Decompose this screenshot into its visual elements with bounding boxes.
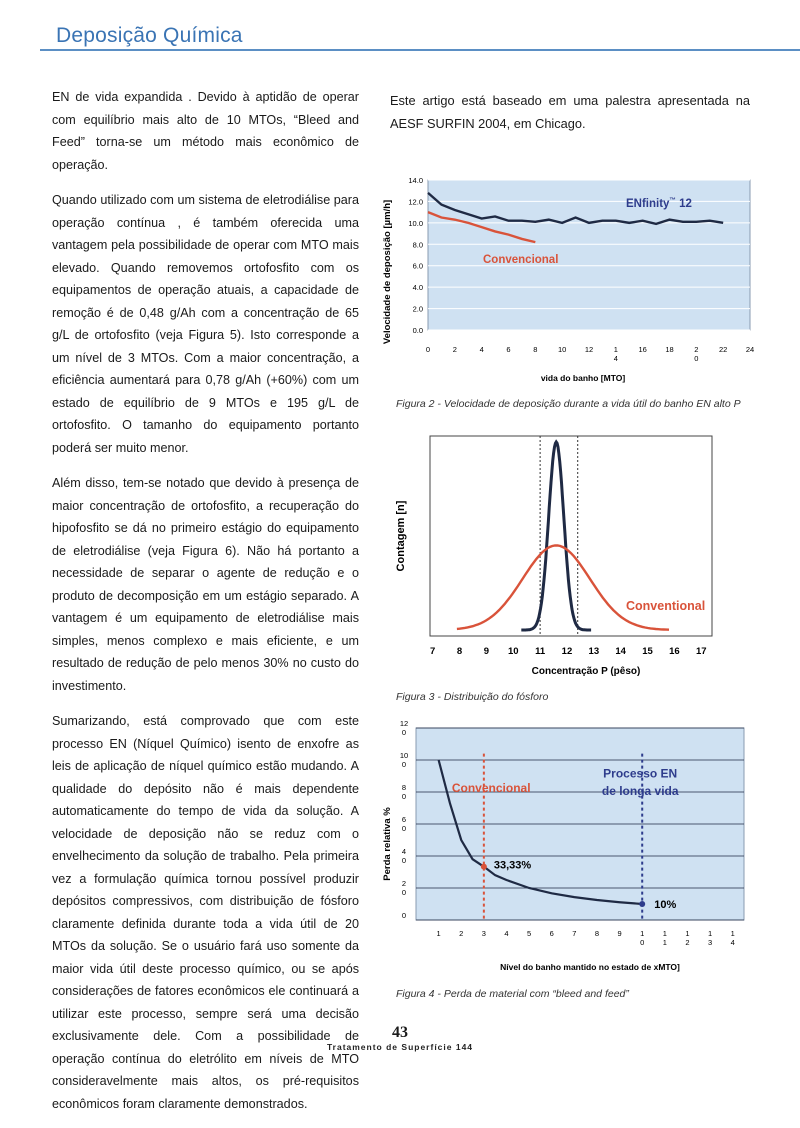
fig4-xtick-label: 3	[481, 929, 486, 938]
figure-3-chart	[378, 428, 738, 686]
figure-4-caption: Figura 4 - Perda de material com “bleed and feed”	[396, 988, 629, 1000]
figure-3-caption: Figura 3 - Distribuição do fósforo	[396, 691, 549, 703]
fig3-xtick-label: 17	[695, 646, 707, 657]
fig4-xtick-label: 4	[504, 929, 509, 938]
fig3-xtick-label: 10	[507, 646, 519, 657]
page-number: 43	[392, 1024, 408, 1041]
fig4-label-processo-en: Processo EN	[603, 766, 678, 781]
fig4-ytick-label: 12 0	[399, 719, 409, 737]
fig2-xtick-label: 2 0	[694, 345, 699, 363]
fig3-xlabel: Concentração P (pêso)	[531, 666, 641, 677]
fig3-legend-conventional: Conventional	[626, 599, 706, 613]
fig4-xtick-label: 1 4	[730, 929, 735, 947]
right-intro: Este artigo está baseado em uma palestra apresentada na AESF SURFIN 2004, em Chicago.	[390, 93, 750, 131]
fig2-ytick-label: 4.0	[412, 283, 423, 293]
fig3-xtick-label: 12	[561, 646, 573, 657]
paragraph-3: Além disso, tem-se notado que devido à presença de maior concentração de ortofosfito, a recuperação do hipofosfito se dá no primeiro estágio do equipamento de eletrodiálise (veja Figura 6). Não há portanto a necessidade de separar o agente de redução e o produto de decomposição em um estágio separado. A vantagem é um equipamento de eletrodiálise mais simples, menos complexo e mais eficiente, e um resultado de redução de pelo menos 30% no custo do investimento.	[52, 476, 359, 693]
fig2-legend-convencional: Convencional	[483, 254, 559, 266]
section-title: Deposição Química	[56, 24, 243, 47]
figure-2-caption: Figura 2 - Velocidade de deposição durante a vida útil do banho EN alto P	[396, 398, 741, 410]
paragraph-4: Sumarizando, está comprovado que com este processo EN (Níquel Químico) isento de enxofre as leis de aplicação de níquel químico estão mudando. A qualidade do depósito não é mais dependente automaticamente do tempo de vida da solução. A velocidade de deposição não se reduz com o envelhecimento da solução de trabalho. Pela primeira vez a formulação química tornou possível produzir depósitos compressivos, com distribuição de fósforo claramente definida durante toda a vida útil de 20 MTOs da solução. Se o usuário fará uso somente da maior vida útil deste processo químico, ou se após considerações de fatores econômicos ele continuará a utilizar este processo, sempre será uma decisão exclusivamente dele. Com a possibilidade de operação contínua do eletrólito em níveis de MTO consideravelmente mais altos, os pré-requisitos econômicos foram claramente demonstrados.	[52, 714, 359, 1111]
fig4-label-33: 33,33%	[493, 859, 532, 872]
fig2-legend-enfinity: ENfinity™ 12	[626, 197, 692, 210]
fig3-xtick-label: 11	[535, 646, 546, 657]
fig4-label-convencional: Convencional	[451, 781, 531, 795]
fig2-xtick-label: 2	[452, 345, 457, 354]
fig2-ytick-label: 6.0	[412, 261, 423, 271]
fig4-ytick-label: 2 0	[401, 879, 407, 897]
fig2-plot-area	[428, 180, 750, 330]
fig2-ytick-label: 14.0	[408, 176, 423, 185]
fig2-ytick-label: 2.0	[412, 304, 423, 314]
fig4-xtick-label: 6	[549, 929, 554, 938]
fig3-xtick-label: 9	[483, 646, 490, 657]
fig2-xtick-label: 12	[584, 345, 594, 354]
fig4-xtick-label: 8	[594, 929, 600, 938]
fig3-xtick-label: 8	[456, 646, 463, 657]
fig3-xtick-label: 16	[669, 646, 680, 657]
fig4-point-33	[481, 864, 487, 870]
fig3-xtick-label: 15	[642, 646, 653, 657]
fig4-ytick-label: 8 0	[401, 783, 407, 801]
fig2-xtick-label: 18	[665, 345, 674, 354]
fig2-ytick-label: 0.0	[412, 326, 423, 335]
fig4-label-10: 10%	[654, 899, 677, 911]
fig4-ylabel: Perda relativa %	[382, 807, 393, 881]
header-rule	[40, 49, 800, 51]
fig4-ytick-label: 6 0	[401, 815, 407, 833]
fig4-ytick-label: 4 0	[401, 847, 407, 865]
paragraph-1: EN de vida expandida . Devido à aptidão de operar com equilíbrio mais alto de 10 MTOs, “Bleed and Feed” torna-se um método mais econômico de operação.	[52, 90, 359, 172]
fig4-xtick-label: 2	[459, 929, 464, 938]
fig4-point-10	[639, 901, 645, 907]
fig4-label-longa-vida: de longa vida	[601, 784, 679, 799]
figure-2-chart	[368, 168, 768, 388]
fig3-ylabel: Contagem [n]	[395, 500, 407, 572]
fig2-ylabel: Velocidade de deposição [µm/h]	[382, 199, 393, 345]
fig2-ytick-label: 10.0	[408, 218, 423, 228]
fig2-xlabel: vida do banho [MTO]	[540, 373, 626, 383]
fig3-xtick-label: 13	[588, 646, 600, 657]
fig2-xtick-label: 16	[638, 345, 647, 354]
publication-name: Tratamento de Superfície 144	[326, 1042, 474, 1052]
fig2-xtick-label: 8	[533, 345, 538, 354]
fig2-xtick-label: 1 4	[613, 345, 618, 363]
fig2-xtick-label: 4	[479, 345, 484, 354]
fig2-ytick-label: 8.0	[412, 240, 423, 250]
fig3-xtick-label: 14	[615, 646, 626, 657]
fig4-ytick-label: 0	[401, 911, 407, 920]
fig4-xtick-label: 1 1	[662, 929, 667, 947]
fig3-xtick-label: 7	[430, 646, 436, 657]
fig2-ytick-label: 12.0	[408, 197, 423, 207]
fig4-xtick-label: 1 2	[685, 929, 690, 947]
fig2-xtick-label: 22	[718, 345, 728, 354]
fig4-ytick-label: 10 0	[399, 751, 409, 769]
fig4-xtick-label: 1 3	[707, 929, 713, 947]
fig2-xtick-label: 10	[557, 345, 567, 354]
fig2-xtick-label: 6	[506, 345, 511, 354]
paragraph-2: Quando utilizado com um sistema de eletrodiálise para operação contínua , é também oferecida uma vantagem pela possibilidade de operar com MTO mais elevado. Quando removemos ortofosfito com os equipamentos de operação atuais, a capacidade de remoção é de 0,48 g/Ah com a concentração de 65 g/L de ortofosfito (veja Figura 5). Isto corresponde a um nível de 3 MTOs. Com a maior concentração, a eficiência aumentará para 0,78 g/Ah (+60%) com um estado de equilíbrio de 9 MTOs e 195 g/L de ortofosfito. O tamanho do equipamento portanto poderá ser muito menor.	[52, 193, 359, 455]
left-column	[52, 86, 359, 1128]
fig2-xtick-label: 0	[425, 345, 431, 354]
fig4-xlabel: Nível do banho mantido no estado de xMTO]	[500, 962, 680, 972]
fig4-xtick-label: 7	[572, 929, 577, 938]
fig4-xtick-label: 1	[436, 929, 441, 938]
fig4-xtick-label: 9	[617, 929, 622, 938]
fig2-xtick-label: 24	[745, 345, 755, 354]
fig4-xtick-label: 5	[527, 929, 532, 938]
figure-4-chart	[374, 718, 768, 980]
fig4-xtick-label: 1 0	[640, 929, 645, 947]
